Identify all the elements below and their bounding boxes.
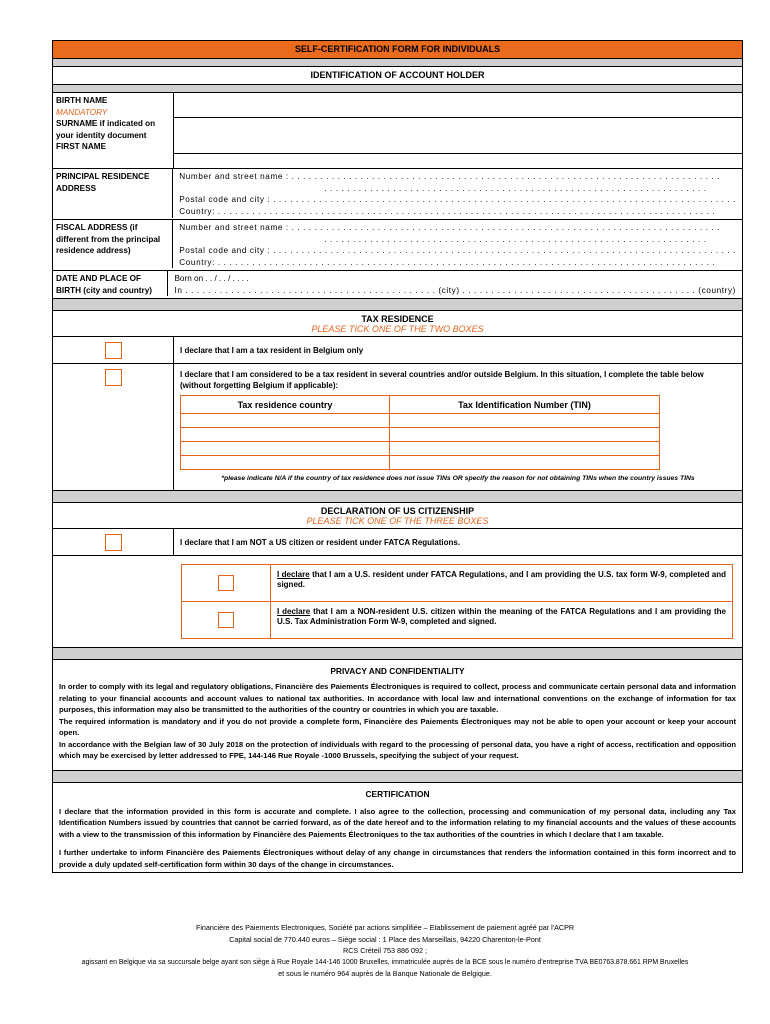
identification-title: IDENTIFICATION OF ACCOUNT HOLDER: [53, 67, 742, 85]
fiscal-address-row: [53, 219, 742, 270]
tax-option-several-content: [174, 364, 742, 490]
certification-section: [53, 783, 742, 873]
fatca-resident-rest: that I am a U.S. resident under FATCA Regulations, and I am providing the U.S. tax form W-9, completed and signed.: [277, 570, 726, 589]
privacy-paragraph: The required information is mandatory and if you do not provide a complete form, Financière des Paiements Électroniques may not be able to open your account or keep your account open.: [59, 716, 736, 737]
checkbox-cell: [53, 337, 174, 363]
checkbox-belgium-only[interactable]: [105, 342, 122, 359]
privacy-paragraph: In order to comply with its legal and regulatory obligations, Financière des Paiements Électroniques is required to collect, process and communicate certain personal data and information relating to your financial accounts and account values to national tax authorities. In accordance with local law and international conventions on the exchange of information for tax purposes, this information may also be transmitted to the authorities of the country or countries in which you are taxable.: [59, 682, 736, 714]
certification-paragraph: I further undertake to inform Financière des Paiements Électroniques without delay of any change in circumstances that renders the information contained in this form incorrect and to provide a duly updated self-certification form within 30 days of the change in circumstances.: [59, 848, 736, 869]
tax-option-several: [53, 364, 742, 491]
checkbox-cell: [182, 602, 271, 638]
principal-residence-row: [53, 169, 742, 219]
in-label: In: [174, 285, 183, 295]
privacy-section: [53, 660, 742, 771]
fatca-option-resident: [182, 565, 732, 602]
surname-label: SURNAME if indicated on your identity document: [56, 119, 156, 140]
tax-residence-header: [53, 311, 742, 337]
divider: [53, 648, 742, 660]
tin-number-cell[interactable]: [390, 428, 660, 442]
mandatory-label: MANDATORY: [56, 107, 108, 117]
certification-paragraph: I declare that the information provided in this form is accurate and complete. I also agree to the collection, processing and communication of my personal data, including any Tax Identification Numbers issued by countries that cannot be carried forward, as of the date hereof and to the information relating to my financial accounts and the values of these accounts with a view to the transmission of this information by Financière des Paiements Électroniques to the tax authorities of the countries in which I declare that I am taxable.: [59, 806, 736, 839]
tax-option-several-text: I declare that I am considered to be a tax resident in several countries and/or outside Belgium. In this situation, I complete the table below (without forgetting Belgium if applicable):: [180, 370, 704, 390]
table-row: [181, 442, 660, 456]
checkbox-us-resident[interactable]: [218, 575, 234, 591]
fatca-option-nonresident-text: [271, 602, 732, 638]
tax-residence-title: TAX RESIDENCE: [361, 314, 434, 324]
tin-col-number: Tax Identification Number (TIN): [390, 396, 660, 414]
birth-field[interactable]: Born on . . / . . / . . . . In . . . . . . . . . . . . . . . . . . . . . . . . . . . . . . . . . . . . . . . . . . . . (city) . . . . . . . . . . . . . . . . . . . . . . . . . . . . . . . . . . . . . . . . . (country): [174, 274, 736, 295]
name-labels: [53, 93, 174, 168]
footer-line: RCS Créteil 753 886 092 ;: [343, 946, 427, 955]
tin-note: *please indicate N/A if the country of tax residence does not issue TINs OR specify the reason for not obtaining TINs when the country issues TINs: [221, 475, 695, 482]
checkbox-not-us[interactable]: [105, 534, 122, 551]
table-row: [181, 428, 660, 442]
fiscal-address-field[interactable]: Number and street name : . . . . . . . . . . . . . . . . . . . . . . . . . . . . . . . . . . . . . . . . . . . . . . . . . . . . . . . . . . . . . . . . . . . . . . . . . . . . . . . . . . . . . . . . . . . . . . . . . . . . . . . . . . . . . . . . . . . . . . . . . . . . . . . . . . . . . . . . . . . . . . Postal code and city : . . . . . . . . . . . . . . . . . . . . . . . . . . . . . . . . . . . . . . . . . . . . . . . . . . . . . . . . . . . . . . . . . . . . . . . . . . . . . . . . . Country: . . . . . . . . . . . . . . . . . . . . . . . . . . . . . . . . . . . . . . . . . . . . . . . . . . . . . . . . . . . . . . . . . . . . . . . . . . . . . . . . . . . . . . .: [179, 223, 736, 267]
born-on: Born on . . / . . / . . . .: [174, 274, 249, 283]
tin-number-cell[interactable]: [390, 442, 660, 456]
tin-country-cell[interactable]: [181, 414, 390, 428]
us-citizenship-instruction: PLEASE TICK ONE OF THE THREE BOXES: [306, 516, 489, 526]
tin-country-cell[interactable]: [181, 456, 390, 470]
fatca-nonresident-rest: that I am a NON-resident U.S. citizen within the meaning of the FATCA Regulations and I am providing the U.S. Tax Administration Form W-9, completed and signed.: [277, 607, 726, 626]
checkbox-cell: [53, 529, 174, 555]
country-label: Country:: [179, 206, 215, 216]
surname-field[interactable]: [174, 118, 742, 154]
us-citizenship-title: DECLARATION OF US CITIZENSHIP: [320, 506, 475, 516]
divider: [53, 85, 742, 93]
birth-row: [53, 270, 742, 299]
country-label: Country:: [179, 257, 215, 267]
divider: [53, 771, 742, 783]
table-row: [181, 414, 660, 428]
footer-line: Financière des Paiements Electroniques, Société par actions simplifiée – Etablissement de paiement agréé par l'ACPR: [195, 923, 575, 932]
self-certification-form: [52, 40, 743, 873]
fatca-option-nonresident: [182, 602, 732, 638]
tin-country-cell[interactable]: [181, 428, 390, 442]
birth-name-label: BIRTH NAME: [56, 96, 108, 105]
tax-option-belgium-text: I declare that I am a tax resident in Belgium only: [180, 346, 364, 355]
footer-line: et sous le numéro 964 auprès de la Banque Nationale de Belgique.: [278, 969, 492, 978]
tax-option-belgium: [53, 337, 742, 364]
checkbox-cell: [182, 565, 271, 601]
first-name-label: FIRST NAME: [56, 142, 107, 151]
birth-label: DATE AND PLACE OF BIRTH (city and country): [53, 271, 168, 296]
name-block: [53, 93, 742, 169]
us-citizenship-header: [53, 503, 742, 529]
tin-col-country: Tax residence country: [181, 396, 390, 414]
i-declare: I declare: [277, 570, 310, 579]
street-label: Number and street name :: [179, 172, 289, 181]
street-label: Number and street name :: [179, 223, 289, 232]
tin-number-cell[interactable]: [390, 456, 660, 470]
divider: [53, 491, 742, 503]
country-paren-label: (country): [698, 285, 736, 295]
table-row: [181, 456, 660, 470]
i-declare: I declare: [277, 607, 311, 616]
divider: [53, 299, 742, 311]
first-name-field[interactable]: [174, 154, 742, 168]
birth-name-field[interactable]: [174, 93, 742, 118]
checkbox-several-countries[interactable]: [105, 369, 122, 386]
form-title: SELF-CERTIFICATION FORM FOR INDIVIDUALS: [53, 41, 742, 59]
us-option-not-citizen-text: I declare that I am NOT a US citizen or resident under FATCA Regulations.: [180, 538, 461, 547]
tax-residence-instruction: PLEASE TICK ONE OF THE TWO BOXES: [311, 324, 484, 334]
checkbox-us-nonresident[interactable]: [218, 612, 234, 628]
divider: [53, 59, 742, 67]
us-option-not-citizen: [53, 529, 742, 556]
tin-table: [180, 395, 660, 470]
privacy-title: PRIVACY AND CONFIDENTIALITY: [330, 666, 465, 676]
fiscal-address-label: FISCAL ADDRESS (if different from the principal residence address): [53, 220, 173, 268]
name-fields: [174, 93, 742, 168]
postal-label: Postal code and city :: [179, 195, 271, 204]
footer-line: agissant en Belgique via sa succursale belge ayant son siège à Rue Royale 144-146 1000 Bruxelles, immatriculée auprès de la BCE sous le numéro d'entreprise TVA BE0763.878.661 RPM Bruxelles: [81, 958, 689, 966]
tin-country-cell[interactable]: [181, 442, 390, 456]
fatca-section: [53, 564, 742, 648]
certification-title: CERTIFICATION: [365, 788, 430, 799]
footer-line: Capital social de 770.440 euros – Siège social : 1 Place des Marseillais, 94220 Charenton-le-Pont: [229, 934, 541, 944]
fatca-option-resident-text: [271, 565, 732, 601]
privacy-paragraph: In accordance with the Belgian law of 30 July 2018 on the protection of individuals with regard to the processing of personal data, you have a right of access, rectification and opposition which may be exercised by letter addressed to FPE, 144-146 Rue Royale -1000 Brussels, specifying the subject of your request.: [59, 739, 736, 760]
city-label: (city): [438, 285, 460, 295]
footer: [0, 922, 770, 980]
checkbox-cell: [53, 364, 174, 490]
postal-label: Postal code and city :: [179, 246, 271, 255]
principal-residence-field[interactable]: Number and street name : . . . . . . . . . . . . . . . . . . . . . . . . . . . . . . . . . . . . . . . . . . . . . . . . . . . . . . . . . . . . . . . . . . . . . . . . . . . . . . . . . . . . . . . . . . . . . . . . . . . . . . . . . . . . . . . . . . . . . . . . . . . . . . . . . . . . . . . . . . . . . . Postal code and city : . . . . . . . . . . . . . . . . . . . . . . . . . . . . . . . . . . . . . . . . . . . . . . . . . . . . . . . . . . . . . . . . . . . . . . . . . . . . . . . . . Country: . . . . . . . . . . . . . . . . . . . . . . . . . . . . . . . . . . . . . . . . . . . . . . . . . . . . . . . . . . . . . . . . . . . . . . . . . . . . . . . . . . . . . . .: [179, 172, 736, 216]
principal-residence-label: PRINCIPAL RESIDENCE ADDRESS: [53, 169, 173, 218]
fatca-table: [181, 564, 733, 639]
tin-number-cell[interactable]: [390, 414, 660, 428]
